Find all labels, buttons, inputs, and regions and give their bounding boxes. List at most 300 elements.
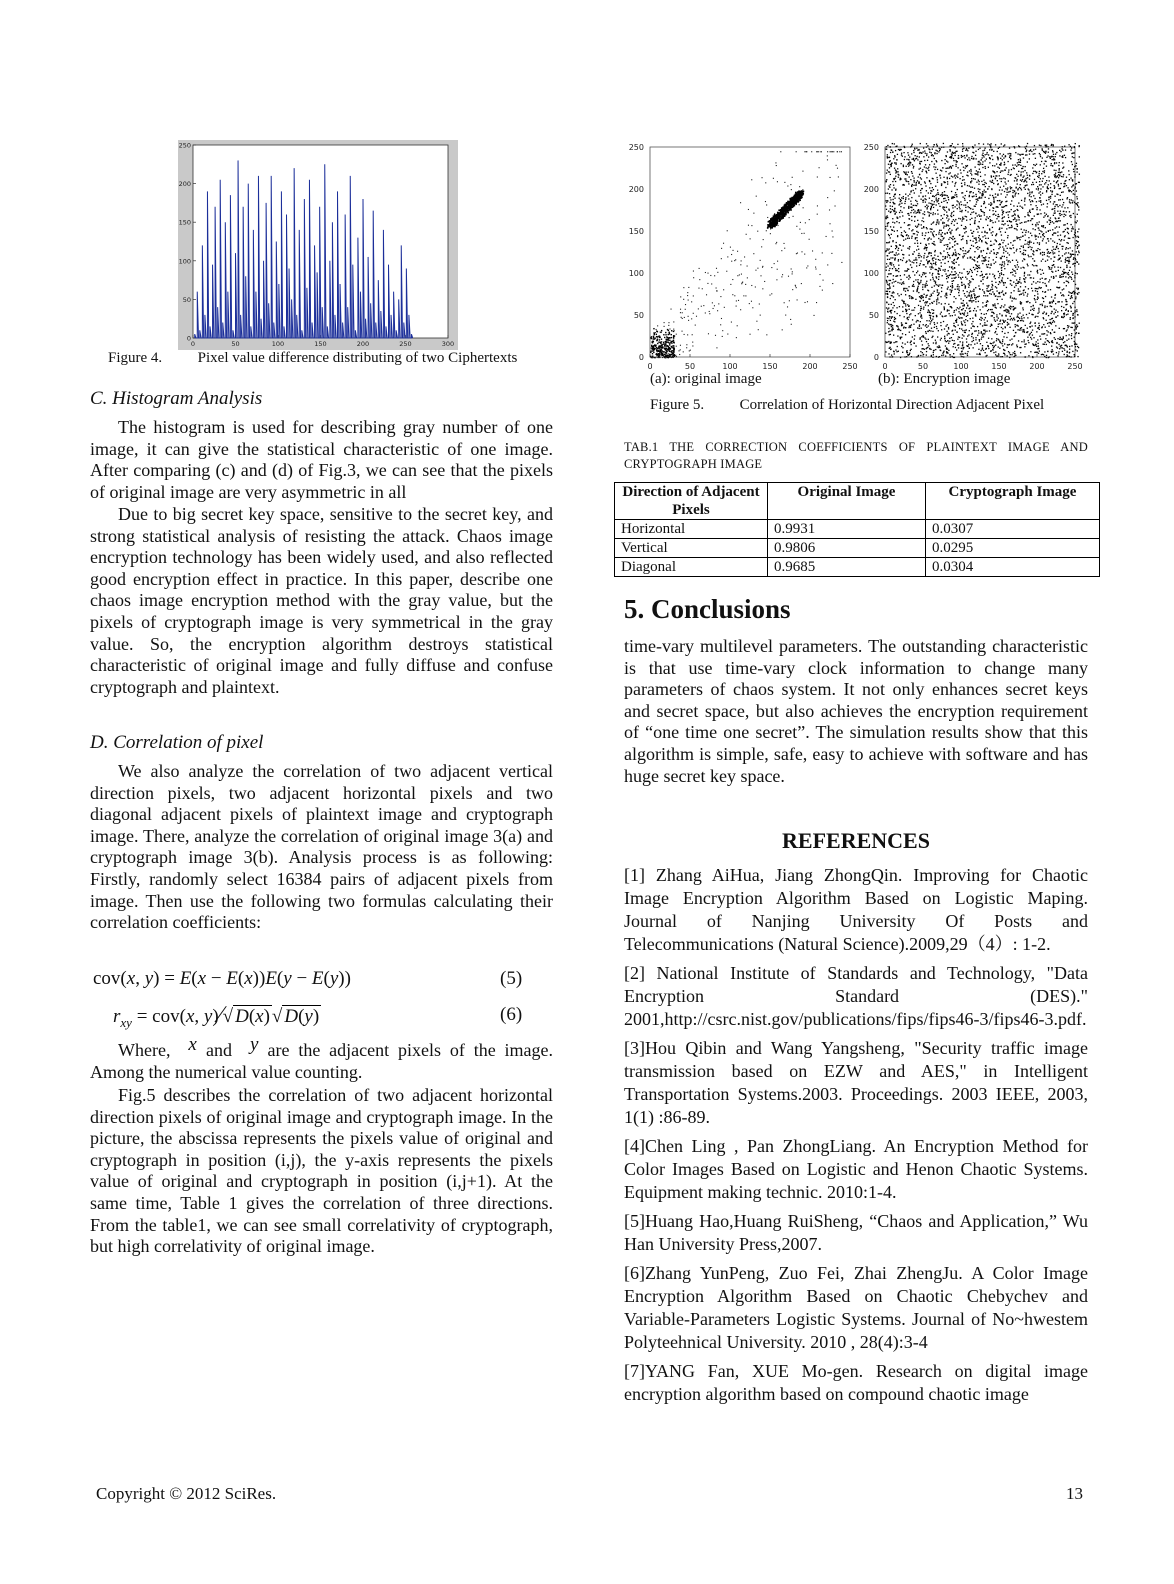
fig5b-point (973, 158, 974, 159)
fig5b-point (945, 195, 946, 196)
fig5b-point (977, 271, 978, 272)
fig5b-point (957, 167, 958, 168)
fig5b-point (1002, 189, 1003, 190)
fig5b-point (920, 163, 921, 164)
fig5b-point (990, 202, 991, 203)
fig5b-point (994, 276, 995, 277)
fig5b-point (1019, 277, 1020, 278)
fig5b-point (1077, 273, 1078, 274)
fig5b-point (1010, 280, 1011, 281)
fig5b-point (889, 324, 890, 325)
fig5b-point (1031, 247, 1032, 248)
fig5b-point (890, 146, 891, 147)
fig5b-point (1026, 151, 1027, 152)
fig5b-point (1057, 206, 1058, 207)
fig5b-point (926, 227, 927, 228)
fig5b-point (907, 238, 908, 239)
fig5b-point (934, 285, 935, 286)
fig5a-point (798, 196, 800, 198)
fig5b-point (951, 278, 952, 279)
fig5b-point (897, 335, 898, 336)
fig5b-point (933, 310, 934, 311)
fig5b-point (887, 242, 888, 243)
fig5b-point (1044, 305, 1045, 306)
fig5a-point (680, 312, 681, 313)
fig5b-point (1051, 145, 1052, 146)
fig5b-point (1046, 180, 1047, 181)
fig5b-point (957, 223, 958, 224)
fig5b-point (894, 259, 895, 260)
fig5b-point (986, 243, 987, 244)
fig5b-point (1064, 341, 1065, 342)
fig5b-point (1027, 175, 1028, 176)
fig5b-point (1049, 268, 1050, 269)
fig5b-point (1016, 344, 1017, 345)
fig5b-point (1028, 255, 1029, 256)
fig5b-point (1074, 265, 1075, 266)
fig5b-point (980, 350, 981, 351)
fig5b-point (976, 199, 977, 200)
fig5b-point (899, 244, 900, 245)
fig5b-point (1036, 346, 1037, 347)
fig5b-point (905, 327, 906, 328)
fig5b-point (913, 286, 914, 287)
fig5b-point (1028, 244, 1029, 245)
fig5b-point (904, 203, 905, 204)
fig5b-point (966, 338, 967, 339)
fig5a-point (673, 341, 674, 342)
fig5b-point (896, 270, 897, 271)
fig5b-point (891, 326, 892, 327)
fig5b-point (1016, 249, 1017, 250)
fig5b-point (1013, 356, 1014, 357)
fig5b-point (887, 154, 888, 155)
fig5b-point (952, 330, 953, 331)
fig5b-point (1064, 236, 1065, 237)
fig5b-point (1048, 331, 1049, 332)
fig5b-point (1019, 187, 1020, 188)
fig5a-point (747, 277, 748, 278)
fig5b-point (993, 183, 994, 184)
fig5b-point (1056, 181, 1057, 182)
fig5b-point (967, 312, 968, 313)
fig5b-point (1068, 257, 1069, 258)
fig5b-point (1067, 281, 1068, 282)
fig5b-point (1062, 347, 1063, 348)
fig5b-point (1064, 207, 1065, 208)
fig5b-point (1035, 229, 1036, 230)
fig5b-point (932, 260, 933, 261)
fig5b-point (971, 334, 972, 335)
fig5b-point (988, 309, 989, 310)
fig5b-point (897, 230, 898, 231)
fig5b-point (986, 232, 987, 233)
fig5b-point (912, 144, 913, 145)
fig5b-point (1002, 356, 1003, 357)
fig5b-point (943, 143, 944, 144)
fig5b-point (1073, 157, 1074, 158)
fig5a-point (660, 349, 661, 350)
fig5b-point (965, 285, 966, 286)
fig5a-point (781, 250, 782, 251)
fig5b-point (983, 156, 984, 157)
fig5b-point (905, 199, 906, 200)
fig5b-point (952, 283, 953, 284)
fig5b-point (1057, 243, 1058, 244)
fig5b-point (907, 290, 908, 291)
fig5b-point (938, 347, 939, 348)
fig5a-point (771, 293, 772, 294)
fig5b-point (1053, 313, 1054, 314)
fig5b-point (1029, 326, 1030, 327)
fig5a-point (668, 322, 669, 323)
fig5a-point (713, 308, 714, 309)
fig5a-point (783, 212, 785, 214)
fig5b-point (889, 157, 890, 158)
fig5b-point (891, 252, 892, 253)
fig5b-point (962, 217, 963, 218)
fig5b-point (1075, 229, 1076, 230)
fig5b-point (981, 215, 982, 216)
fig5b-point (1036, 288, 1037, 289)
fig5b-point (1074, 275, 1075, 276)
fig5a-point (737, 275, 738, 276)
fig5b-point (980, 164, 981, 165)
fig5b-point (930, 330, 931, 331)
fig5b-point (903, 196, 904, 197)
fig5b-point (1017, 189, 1018, 190)
fig5b-point (939, 175, 940, 176)
fig5b-point (891, 189, 892, 190)
fig5b-point (1018, 219, 1019, 220)
fig5a-point (688, 316, 689, 317)
fig5b-point (1059, 339, 1060, 340)
fig5b-point (1031, 200, 1032, 201)
fig5b-point (910, 179, 911, 180)
fig5a-point (699, 268, 700, 269)
fig5a-point (776, 165, 777, 166)
fig5b-point (1069, 276, 1070, 277)
fig5b-point (938, 259, 939, 260)
fig5b-point (1040, 269, 1041, 270)
fig5b-point (976, 170, 977, 171)
fig5b-point (944, 233, 945, 234)
fig5b-point (979, 235, 980, 236)
fig5b-point (1070, 327, 1071, 328)
fig5b-point (1018, 145, 1019, 146)
fig5b-point (920, 306, 921, 307)
fig5b-point (936, 153, 937, 154)
fig5b-point (1049, 224, 1050, 225)
fig5b-point (915, 238, 916, 239)
fig5b-point (917, 149, 918, 150)
fig5b-point (956, 161, 957, 162)
fig5b-point (1051, 267, 1052, 268)
fig5b-point (962, 348, 963, 349)
fig5b-point (894, 208, 895, 209)
fig5b-point (1032, 314, 1033, 315)
fig5a-point (671, 337, 672, 338)
fig5b-point (905, 291, 906, 292)
fig5b-point (904, 356, 905, 357)
fig5b-point (971, 245, 972, 246)
fig5b-point (991, 149, 992, 150)
fig5b-point (1039, 209, 1040, 210)
fig5b-point (1048, 152, 1049, 153)
fig5b-point (952, 207, 953, 208)
fig5b-point (1004, 144, 1005, 145)
fig5b-point (1049, 253, 1050, 254)
fig5a-point (656, 330, 657, 331)
fig5b-point (920, 192, 921, 193)
fig5a-point (803, 207, 804, 208)
fig5b-point (1008, 261, 1009, 262)
fig5b-point (1067, 197, 1068, 198)
fig5b-point (1052, 342, 1053, 343)
fig5b-point (1059, 150, 1060, 151)
fig5b-point (990, 143, 991, 144)
fig5a-point (688, 287, 689, 288)
fig5b-point (962, 146, 963, 147)
fig5b-point (1004, 322, 1005, 323)
fig5b-point (931, 266, 932, 267)
fig5a-point (837, 168, 838, 169)
fig5b-point (1025, 148, 1026, 149)
fig5b-point (946, 248, 947, 249)
fig5b-point (990, 263, 991, 264)
fig5b-point (1006, 337, 1007, 338)
fig5b-point (917, 203, 918, 204)
fig5b-point (942, 236, 943, 237)
fig5b-point (956, 319, 957, 320)
fig5b-point (1051, 341, 1052, 342)
fig5b-point (952, 152, 953, 153)
fig5b-point (920, 321, 921, 322)
fig5b-point (989, 290, 990, 291)
fig5b-point (1034, 198, 1035, 199)
fig5b-point (890, 257, 891, 258)
fig5b-point (963, 228, 964, 229)
fig5b-point (988, 154, 989, 155)
fig5b-point (995, 345, 996, 346)
fig5b-point (1001, 270, 1002, 271)
fig5b-point (918, 168, 919, 169)
fig5b-point (925, 276, 926, 277)
fig5a-point (721, 248, 722, 249)
fig5b-point (896, 159, 897, 160)
fig5b-point (937, 285, 938, 286)
fig5b-point (914, 221, 915, 222)
fig5b-point (889, 286, 890, 287)
fig5a-point (703, 305, 704, 306)
fig5a-point (659, 354, 660, 355)
fig5b-point (909, 309, 910, 310)
fig5b-point (900, 163, 901, 164)
fig5b-point (935, 167, 936, 168)
fig5b-point (890, 205, 891, 206)
fig5b-point (890, 152, 891, 153)
fig5a-point (741, 283, 742, 284)
fig5b-point (917, 220, 918, 221)
fig5b-point (944, 245, 945, 246)
fig5b-point (1075, 165, 1076, 166)
fig5b-point (955, 192, 956, 193)
fig5b-point (1078, 228, 1079, 229)
fig5b-point (993, 197, 994, 198)
fig5b-point (953, 160, 954, 161)
fig5b-point (987, 143, 988, 144)
fig5b-point (980, 317, 981, 318)
fig5a-point (831, 151, 832, 152)
fig5b-point (946, 341, 947, 342)
fig5b-point (1002, 264, 1003, 265)
fig5b-point (999, 313, 1000, 314)
fig5b-point (976, 247, 977, 248)
fig5b-point (894, 162, 895, 163)
fig5b-point (956, 196, 957, 197)
fig5b-point (1014, 190, 1015, 191)
fig5b-point (1010, 308, 1011, 309)
fig5b-point (991, 175, 992, 176)
fig5b-point (1043, 225, 1044, 226)
fig5a-point (775, 243, 776, 244)
fig5b-point (1013, 318, 1014, 319)
fig5b-point (908, 316, 909, 317)
fig5b-point (1015, 298, 1016, 299)
fig5b-point (975, 287, 976, 288)
fig5b-point (923, 255, 924, 256)
fig5b-point (1075, 216, 1076, 217)
fig5b-point (1029, 240, 1030, 241)
fig5b-point (962, 149, 963, 150)
fig5b-point (1032, 173, 1033, 174)
fig5b-point (1049, 156, 1050, 157)
fig5b-point (1024, 279, 1025, 280)
fig5b-point (1035, 205, 1036, 206)
fig5b-point (1067, 187, 1068, 188)
fig5b-point (929, 237, 930, 238)
fig5a-point (827, 264, 828, 265)
fig5b-point (926, 347, 927, 348)
fig5a-point (714, 305, 715, 306)
fig5b-point (1003, 240, 1004, 241)
fig5a-point (734, 260, 735, 261)
fig5b-point (977, 326, 978, 327)
fig5b-point (1020, 160, 1021, 161)
fig5b-point (1058, 172, 1059, 173)
fig5b-point (1011, 200, 1012, 201)
fig5b-point (955, 255, 956, 256)
fig5b-point (949, 149, 950, 150)
fig5b-point (954, 194, 955, 195)
fig5b-point (1009, 191, 1010, 192)
fig5b-point (1030, 271, 1031, 272)
fig5-y-tick-label: 50 (633, 311, 644, 320)
fig5b-point (1005, 282, 1006, 283)
fig5a-point (688, 320, 689, 321)
fig5b-point (926, 146, 927, 147)
fig5b-point (973, 196, 974, 197)
fig5b-point (989, 162, 990, 163)
fig5b-point (1039, 287, 1040, 288)
fig5b-point (1076, 222, 1077, 223)
fig5b-point (1057, 338, 1058, 339)
fig5b-point (904, 184, 905, 185)
fig5b-point (957, 339, 958, 340)
fig5b-point (1007, 221, 1008, 222)
fig5b-point (1052, 191, 1053, 192)
fig5b-point (1077, 198, 1078, 199)
fig5b-point (962, 353, 963, 354)
fig5b-point (1031, 325, 1032, 326)
fig5a-point (813, 315, 814, 316)
fig5b-point (992, 231, 993, 232)
fig5b-point (941, 230, 942, 231)
fig5b-point (975, 155, 976, 156)
fig5b-point (905, 197, 906, 198)
fig5a-point (817, 214, 818, 215)
fig5b-point (1024, 272, 1025, 273)
fig5b-point (1059, 213, 1060, 214)
fig5b-point (984, 201, 985, 202)
fig5a-point (663, 343, 664, 344)
fig5b-point (966, 220, 967, 221)
fig5a-point (774, 222, 776, 224)
fig5b-point (1001, 209, 1002, 210)
fig5b-point (1037, 270, 1038, 271)
fig5b-point (1051, 323, 1052, 324)
fig5b-point (1004, 223, 1005, 224)
fig5b-point (945, 355, 946, 356)
fig5b-point (941, 240, 942, 241)
fig5b-point (949, 228, 950, 229)
fig5b-point (999, 293, 1000, 294)
fig5b-point (1041, 225, 1042, 226)
fig5b-point (905, 262, 906, 263)
fig5b-point (893, 335, 894, 336)
fig5a-point (777, 269, 778, 270)
fig5b-point (906, 277, 907, 278)
fig5b-point (1069, 189, 1070, 190)
where-rest: are the adjacent pixels of the image. Among the numerical value counting. (90, 1040, 554, 1082)
fig5b-point (992, 170, 993, 171)
fig5b-point (1044, 333, 1045, 334)
fig5b-point (886, 179, 887, 180)
fig5a-point (776, 242, 777, 243)
fig5b-point (1014, 271, 1015, 272)
fig5b-point (987, 267, 988, 268)
fig5a-point (665, 342, 666, 343)
fig5b-point (932, 187, 933, 188)
fig5b-point (938, 238, 939, 239)
fig5b-point (962, 180, 963, 181)
fig5b-point (1030, 220, 1031, 221)
fig5b-point (962, 238, 963, 239)
fig5b-point (937, 199, 938, 200)
fig5b-point (1052, 150, 1053, 151)
fig5b-point (894, 311, 895, 312)
fig5b-point (1074, 188, 1075, 189)
fig5b-point (1034, 153, 1035, 154)
fig5b-point (893, 279, 894, 280)
fig5b-point (980, 280, 981, 281)
fig5b-point (979, 256, 980, 257)
fig5b-point (918, 292, 919, 293)
fig5b-point (937, 299, 938, 300)
fig5b-point (1057, 355, 1058, 356)
fig5a-point (770, 228, 771, 229)
fig5b-point (976, 330, 977, 331)
